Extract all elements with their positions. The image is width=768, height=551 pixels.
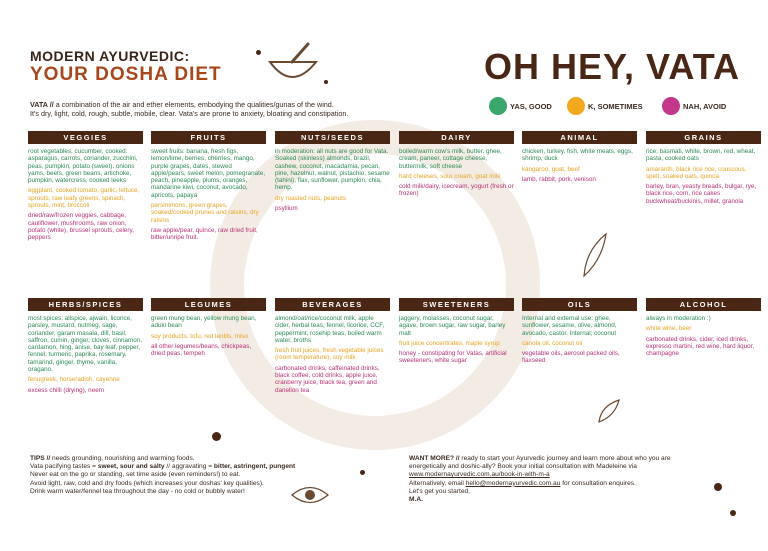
category-nuts-seeds <box>275 131 390 215</box>
category-sweeteners <box>399 298 514 368</box>
category-herbs-spices <box>28 298 143 397</box>
avoid-list: vegetable oils, aerosol packed oils, flaxseed <box>522 350 620 365</box>
tips-line-2c: // aggravating = <box>164 463 214 471</box>
orange-dot-icon <box>567 97 585 115</box>
decor-dot <box>730 510 736 516</box>
tips-good-tastes: sweet, sour and salty <box>97 463 165 471</box>
email-link[interactable]: hello@modernayurvedic.com.au <box>465 479 561 487</box>
category-oils <box>522 298 637 368</box>
category-beverages <box>275 298 390 397</box>
avoid-list: cold milk/dairy, icecream, yogurt (fresh or frozen) <box>399 183 514 198</box>
sometimes-list: persimmons, green grapes, soaked/cooked prunes and raisins, dry raisins <box>151 202 259 224</box>
good-list: rice; basmati, white, brown, red, wheat, pasta, cooked oats <box>646 148 756 163</box>
decor-dot <box>714 483 722 491</box>
intro-line-1: a combination of the air and ether elements, embodying the qualities/gunas of the wind. <box>55 100 334 109</box>
avoid-list: excess chilli (drying), neem <box>28 386 104 394</box>
category-animal <box>522 131 637 186</box>
avoid-list: honey - constipating for Vatas, artificial sweeteners, white sugar <box>399 350 507 365</box>
legend-good <box>489 97 552 115</box>
leaf-icon <box>595 396 625 426</box>
avoid-list: lamb, rabbit, pork, venison <box>522 175 596 183</box>
category-header: BEVERAGES <box>275 298 390 311</box>
legend-avoid-label: NAH, AVOID <box>683 101 727 111</box>
leaf-icon <box>580 230 610 280</box>
decor-dot <box>256 50 261 55</box>
category-dairy <box>399 131 514 201</box>
intro-label: VATA // <box>30 100 54 109</box>
pink-dot-icon <box>662 97 680 115</box>
category-veggies <box>28 131 143 245</box>
want-line-4: Let's get you started, <box>409 487 471 495</box>
category-header: DAIRY <box>399 131 514 144</box>
good-list: in moderation: all nuts are good for Vata. Soaked (skinless) almonds, brazil, cashew, coconut, macadamia, pecan, pine, hazelnut, walnut, pistachio, sesame (tahini), flax, sunflower, pumpkin, chia, hemp. <box>275 148 390 192</box>
category-grains <box>646 131 761 208</box>
category-header: SWEETENERS <box>399 298 514 311</box>
want-line-3b: for consultation enquires. <box>560 479 636 487</box>
category-header: OILS <box>522 298 637 311</box>
want-more-section <box>409 455 739 504</box>
decor-dot <box>212 432 221 441</box>
sometimes-list: hard cheeses, sour cream, goat milk <box>399 172 501 180</box>
tips-section <box>30 455 390 496</box>
tips-line-3: Never eat on the go or standing, set time aside (even reminders!) to eat. <box>30 471 241 479</box>
category-header: FRUITS <box>151 131 266 144</box>
category-header: HERBS/SPICES <box>28 298 143 311</box>
sometimes-list: fenugreek, horseradish, cayenne <box>28 376 120 384</box>
intro-text <box>30 101 470 119</box>
category-fruits <box>151 131 266 245</box>
want-line-1: ready to start your Ayurvedic journey and learn more about who you are <box>461 455 671 462</box>
category-header: NUTS/SEEDS <box>275 131 390 144</box>
avoid-list: raw apple/pear, quince, raw dried fruit, bitter/unripe fruit. <box>151 226 258 242</box>
page-subtitle: MODERN AYURVEDIC: <box>30 48 190 64</box>
legend-sometimes-label: K, SOMETIMES <box>588 101 643 111</box>
good-list: jaggery, molasses, coconut sugar, agave, brown sugar, raw sugar, barley malt <box>399 315 506 337</box>
avoid-list: dried/raw/frozen veggies, cabbage, cauliflower, mushrooms, raw onion, potato (white), brussel sprouts, celery, peppers <box>28 212 134 242</box>
legend-sometimes <box>567 97 643 115</box>
signature: M.A. <box>409 496 423 504</box>
good-list: green mung bean, yellow mung bean, aduki bean <box>151 315 257 330</box>
legend-avoid <box>662 97 726 115</box>
category-header: ALCOHOL <box>646 298 761 311</box>
want-line-2: energetically and doshic-ally? Book your initial consultation with Madeleine via <box>409 463 637 471</box>
intro-line-2: It's dry, light, cold, rough, subtle, mobile, clear. Vata's are prone to anxiety, bloating and constipation. <box>30 108 349 118</box>
avoid-list: psyllium <box>275 205 298 213</box>
good-list: always in moderation :) <box>646 315 711 322</box>
sometimes-list: dry roasted nuts, peanuts <box>275 194 347 202</box>
tips-line-1: needs grounding, nourishing and warming foods. <box>52 455 195 462</box>
sometimes-list: white wine, beer <box>646 325 692 333</box>
good-list: almond/oat/rice/coconut milk, apple cider, herbal teas; fennel, licorice, CCF, peppermint, rosehip teas, boiled warm water, broths <box>275 315 385 344</box>
green-dot-icon <box>489 97 507 115</box>
good-list: sweet fruits: banana, fresh figs, lemon/lime, berries, cherries, mango, purple grapes, dates, stewed apple/pears, sweet melon, pomegranate, peach, pineapple, plums, oranges, mandarine kiwi, coconut, avocado, apricots, papaya <box>151 148 266 199</box>
tips-label: TIPS // <box>30 455 51 462</box>
good-list: most spices: allspice, ajwain, licorice, parsley, mustard, nutmeg, sage, coriander, garam masala, dill, basil, saffron, cumin, ginger, cloves, cinnamon, cardamon, hing, anise, bay leaf, pepper, fennel, turmeric, paprika, rosemary, tamarind, ginger, thyme, vanilla, oragano, <box>28 315 142 374</box>
category-legumes <box>151 298 266 360</box>
tips-bad-tastes: bitter, astringent, pungent <box>213 463 296 471</box>
category-header: ANIMAL <box>522 131 637 144</box>
tips-line-2a: Vata pacifying tastes = <box>30 463 98 471</box>
avoid-list: carbonated drinks, caffeinated drinks, black coffee, cold drinks, apple juice, cranberry juice, black tea, green and danelion tea <box>275 364 380 394</box>
legend-good-label: YAS, GOOD <box>510 101 552 111</box>
category-alcohol <box>646 298 761 360</box>
sometimes-list: eggplant, cooked tomato, garlic, lettuce, sprouts, raw leafy greens, spinach, sprouts, mint, broccoli <box>28 187 140 210</box>
good-list: root vegetables, cucumber, cooked: asparagus, carrots, coriander, zucchini, peas, pumpkin, potato (sweet), onions yams, beets, green beans, artichoke, pumpkin, watercress, cooked leeks <box>28 148 138 185</box>
tips-line-5: Drink warm water/fennel tea throughout the day - no cold or bubbly water! <box>30 487 245 495</box>
sometimes-list: amaranth, black rice rice, couscous, spelt, soaked oats, quinoa <box>646 165 747 180</box>
tips-line-4: Avoid light, raw, cold and dry foods (which increases your doshas' key qualities). <box>30 479 264 487</box>
sometimes-list: canola oil, coconut oil <box>522 339 583 347</box>
sometimes-list: fruit juice concentrates, maple syrup <box>399 339 500 347</box>
good-list: Internal and external use: ghee, sunflower, sesame, olive, almond, avocado, castor. Internal; coconut <box>522 315 617 337</box>
sometimes-list: soy products, tofu, red lentils, miso <box>151 332 248 340</box>
decor-dot <box>324 80 328 84</box>
avoid-list: barley, bran, yeasty breads, bulgar, rye, black rice, corn, rice cakes buckwheat/buckinis, millet, granola <box>646 183 757 205</box>
sometimes-list: kangaroo, goat, beef <box>522 165 580 173</box>
eye-icon <box>290 480 330 510</box>
avoid-list: all other legumes/beans, chickpeas, dried peas, tempeh <box>151 342 252 358</box>
want-label: WANT MORE? // <box>409 455 460 462</box>
avoid-list: carbonated drinks, cider, iced drinks, expresso martini, red wine, hard liquor, champagne <box>646 335 755 358</box>
good-list: chicken, turkey, fish, white meats, eggs, shrimp, duck <box>522 148 633 163</box>
good-list: boiled/warm cow's milk, butter, ghee, cream, paneer, cottage cheese, buttermilk, soft cheese <box>399 148 502 170</box>
page-title: YOUR DOSHA DIET <box>30 64 222 85</box>
mortar-pestle-icon <box>262 40 322 88</box>
sometimes-list: fresh fruit juices, fresh vegetable juices (room temperature), soy milk <box>275 347 384 362</box>
category-header: VEGGIES <box>28 131 143 144</box>
category-header: GRAINS <box>646 131 761 144</box>
dosha-heading: OH HEY, VATA <box>484 46 741 87</box>
decor-dot <box>360 470 365 475</box>
category-header: LEGUMES <box>151 298 266 311</box>
want-line-3a: Alternatively, email <box>409 479 466 487</box>
booking-link[interactable]: www.modernayurvedic.com.au/book-in-with-m-a <box>409 471 550 479</box>
